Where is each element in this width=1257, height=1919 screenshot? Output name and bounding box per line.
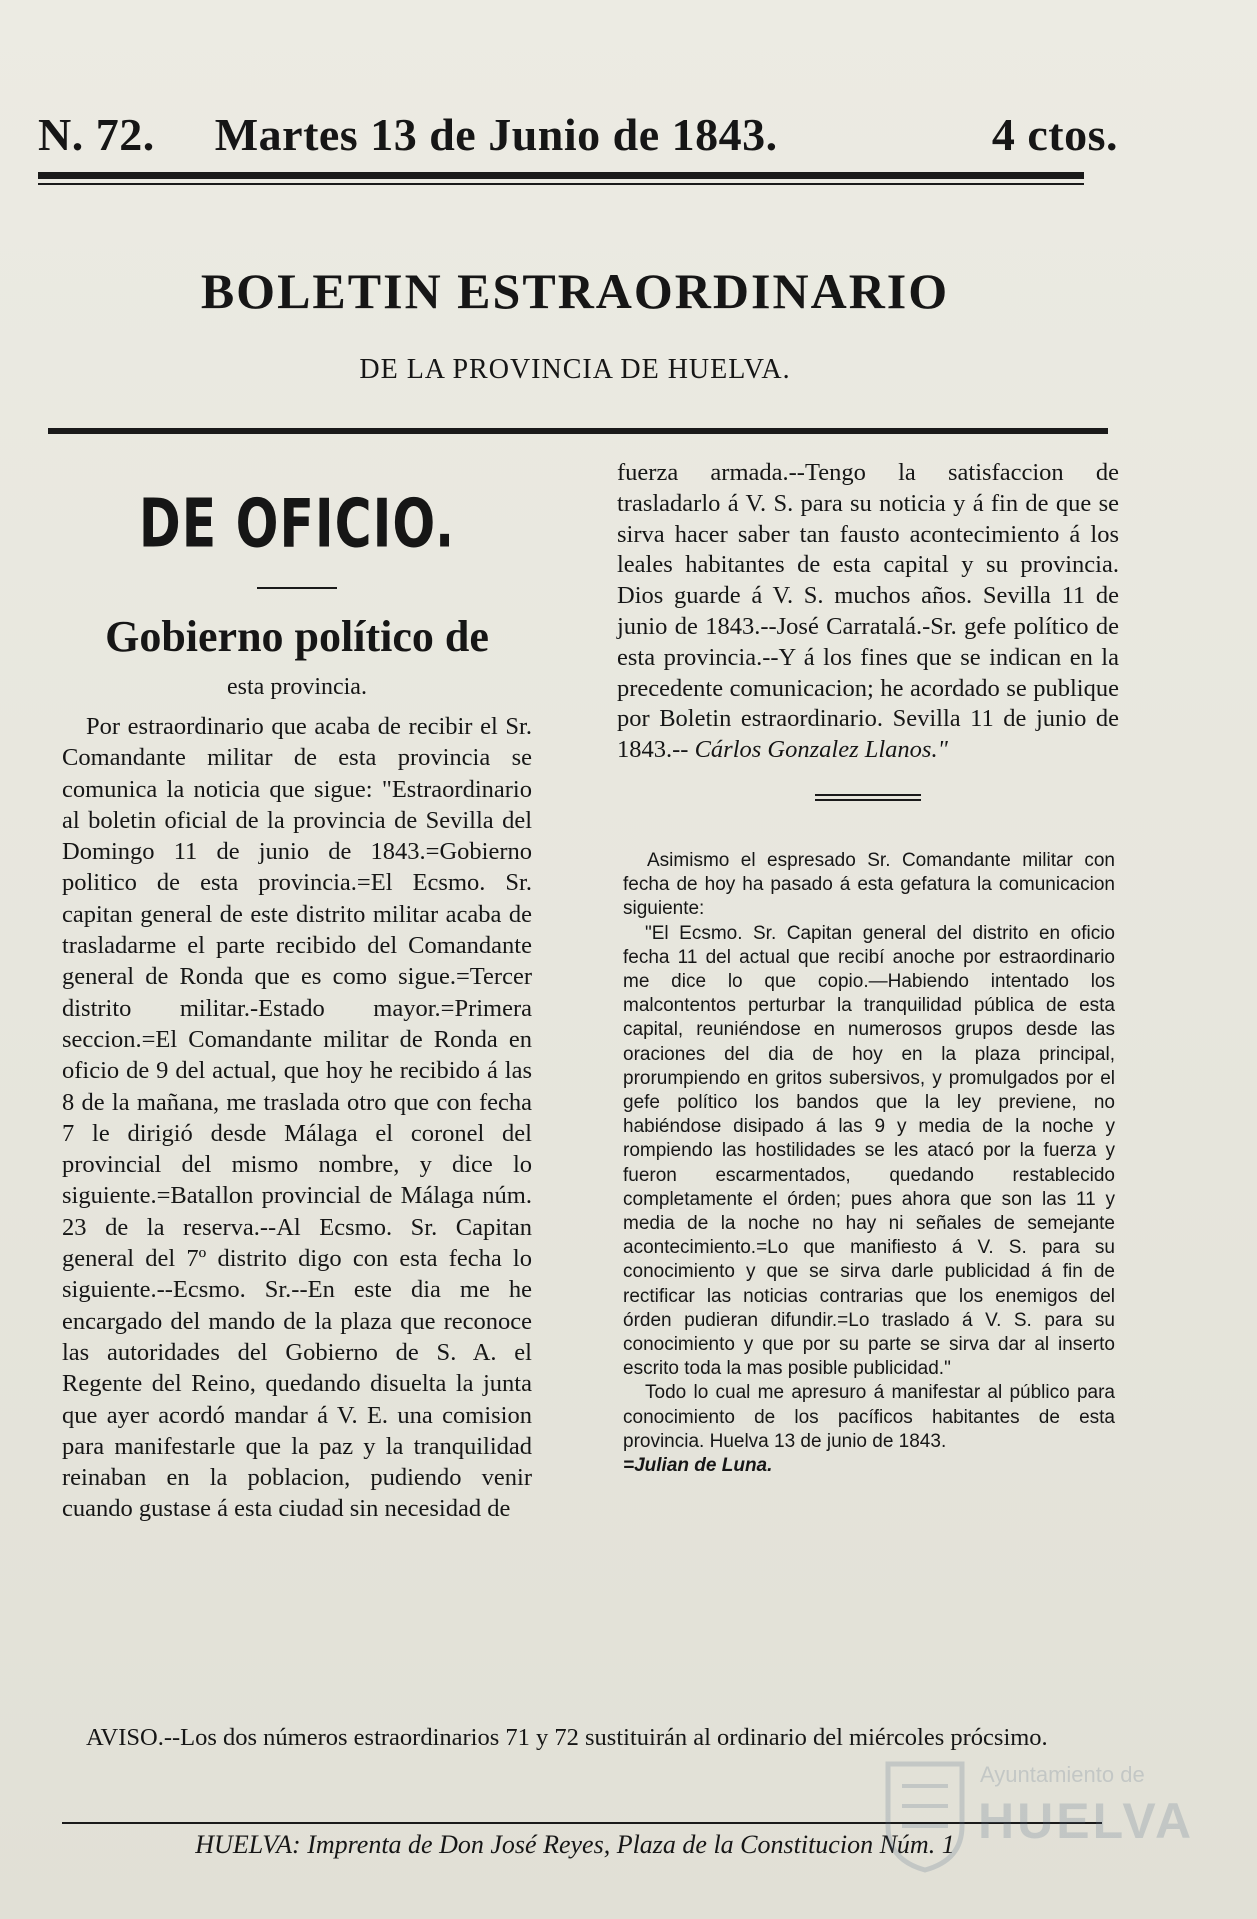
signature-gonzalez: Cárlos Gonzalez Llanos." xyxy=(694,736,948,764)
section-label: DE OFICIO. xyxy=(138,485,456,564)
communication-block xyxy=(617,849,1119,1478)
watermark-line2: HUELVA xyxy=(978,1793,1195,1849)
communication-intro: Asimismo el espresado Sr. Comandante militar con fecha de hoy ha pasado á esta gefatura la comunicacion siguiente: xyxy=(623,849,1115,920)
signature-luna: =Julian de Luna. xyxy=(623,1455,773,1477)
double-divider xyxy=(815,794,921,801)
watermark-line1: Ayuntamiento de xyxy=(980,1762,1145,1787)
masthead-rule-thick xyxy=(38,172,1084,179)
closing-text: Todo lo cual me apresuro á manifestar al público para conocimiento de los pacíficos habitantes de esta provincia. Huelva 13 de junio de 1843. xyxy=(623,1382,1115,1452)
masthead xyxy=(38,108,1118,178)
right-column xyxy=(617,458,1119,1478)
notice-aviso: AVISO.--Los dos números estraordinarios 71 y 72 sustituirán al ordinario del miércoles prócsimo. xyxy=(86,1724,1048,1751)
issue-number: N. 72. xyxy=(38,109,155,160)
right-column-text xyxy=(617,458,1119,766)
section-heading: Gobierno político de xyxy=(105,612,489,661)
masthead-rule-thin xyxy=(38,183,1084,185)
watermark-logo xyxy=(880,1756,1195,1876)
communication-quote: "El Ecsmo. Sr. Capitan general del distrito en oficio fecha 11 del actual que recibí anoche por estraordinario me dice lo que copio.—Habiendo intentado los malcontentos perturbar la tranquilidad pública de esta capital, reuniéndose en numerosos grupos desde las oraciones del dia de hoy en la plaza principal, prorumpiendo en gritos subersivos, y promulgados por el gefe político los bandos que la ley previene, no habiéndose disipado á las 9 y media de la noche y rompiendo las hostilidades se les atacó por la fuerza y fueron escarmentados, quedando restablecido completamente el órden; pues ahora que son las 11 y media de la noche no hay ni señales de semejante acontecimiento.=Lo que manifiesto á V. S. para su conocimiento y que se sirva darle publicidad á fin de rectificar las noticias contrarias que los enemigos del órden pudieran difundir.=Lo traslado á V. S. para su conocimiento y que por su parte se sirva dar al inserto escrito toda la mas posible publicidad." xyxy=(623,922,1115,1380)
right-column-text-body: fuerza armada.--Tengo la satisfaccion de trasladarlo á V. S. para su noticia y á fin de que se sirva hacer saber tan fausto acontecimiento á los leales habitantes de esta capital y su provincia. Dios guarde á V. S. muchos años. Sevilla 11 de junio de 1843.--José Carratalá.-Sr. gefe político de esta provincia.--Y á los fines que se indican en la precedente comunicacion; he acordado se publique por Boletin estraordinario. Sevilla 11 de junio de 1843.-- xyxy=(617,459,1119,764)
communication-closing xyxy=(623,1381,1115,1478)
shield-icon xyxy=(880,1756,970,1874)
issue-price: 4 ctos. xyxy=(991,109,1118,160)
title-rule xyxy=(48,428,1108,434)
left-column xyxy=(62,460,532,1525)
left-column-text: Por estraordinario que acaba de recibir el Sr. Comandante militar de esta provincia se comunica la noticia que sigue: "Estraordinario al boletin oficial de la provincia de Sevilla del Domingo 11 de junio de 1843.=Gobierno politico de esta provincia.=El Ecsmo. Sr. capitan general de este distrito militar acaba de trasladarme el parte recibido del Comandante general de Ronda que es como sigue.=Tercer distrito militar.-Estado mayor.=Primera seccion.=El Comandante militar de Ronda en oficio de 9 del actual, que hoy he recibido á las 8 de la mañana, me traslada otro que con fecha 7 le dirigió desde Málaga el coronel del provincial del mismo nombre, y dice lo siguiente.=Batallon provincial de Málaga núm. 23 de la reserva.--Al Ecsmo. Sr. Capitan general del 7º distrito digo con esta fecha lo siguiente.--Ecsmo. Sr.--En este dia me he encargado del mando de la plaza que reconoce las autoridades del Gobierno de S. A. el Regente del Reino, quedando disuelta la junta que ayer acordó mandar á V. E. una comision para manifestarle que la paz y la tranquilidad reinaban en la poblacion, pudiendo venir cuando gustase á esta ciudad sin necesidad de xyxy=(62,713,532,1523)
bulletin-subtitle: DE LA PROVINCIA DE HUELVA. xyxy=(359,354,791,385)
section-subheading: esta provincia. xyxy=(227,674,367,700)
footer-imprint: HUELVA: Imprenta de Don José Reyes, Plaza de la Constitucion Núm. 1 xyxy=(195,1830,955,1859)
bulletin-title: BOLETIN ESTRAORDINARIO xyxy=(200,263,950,319)
issue-date: Martes 13 de Junio de 1843. xyxy=(214,109,778,160)
section-divider xyxy=(257,587,337,589)
